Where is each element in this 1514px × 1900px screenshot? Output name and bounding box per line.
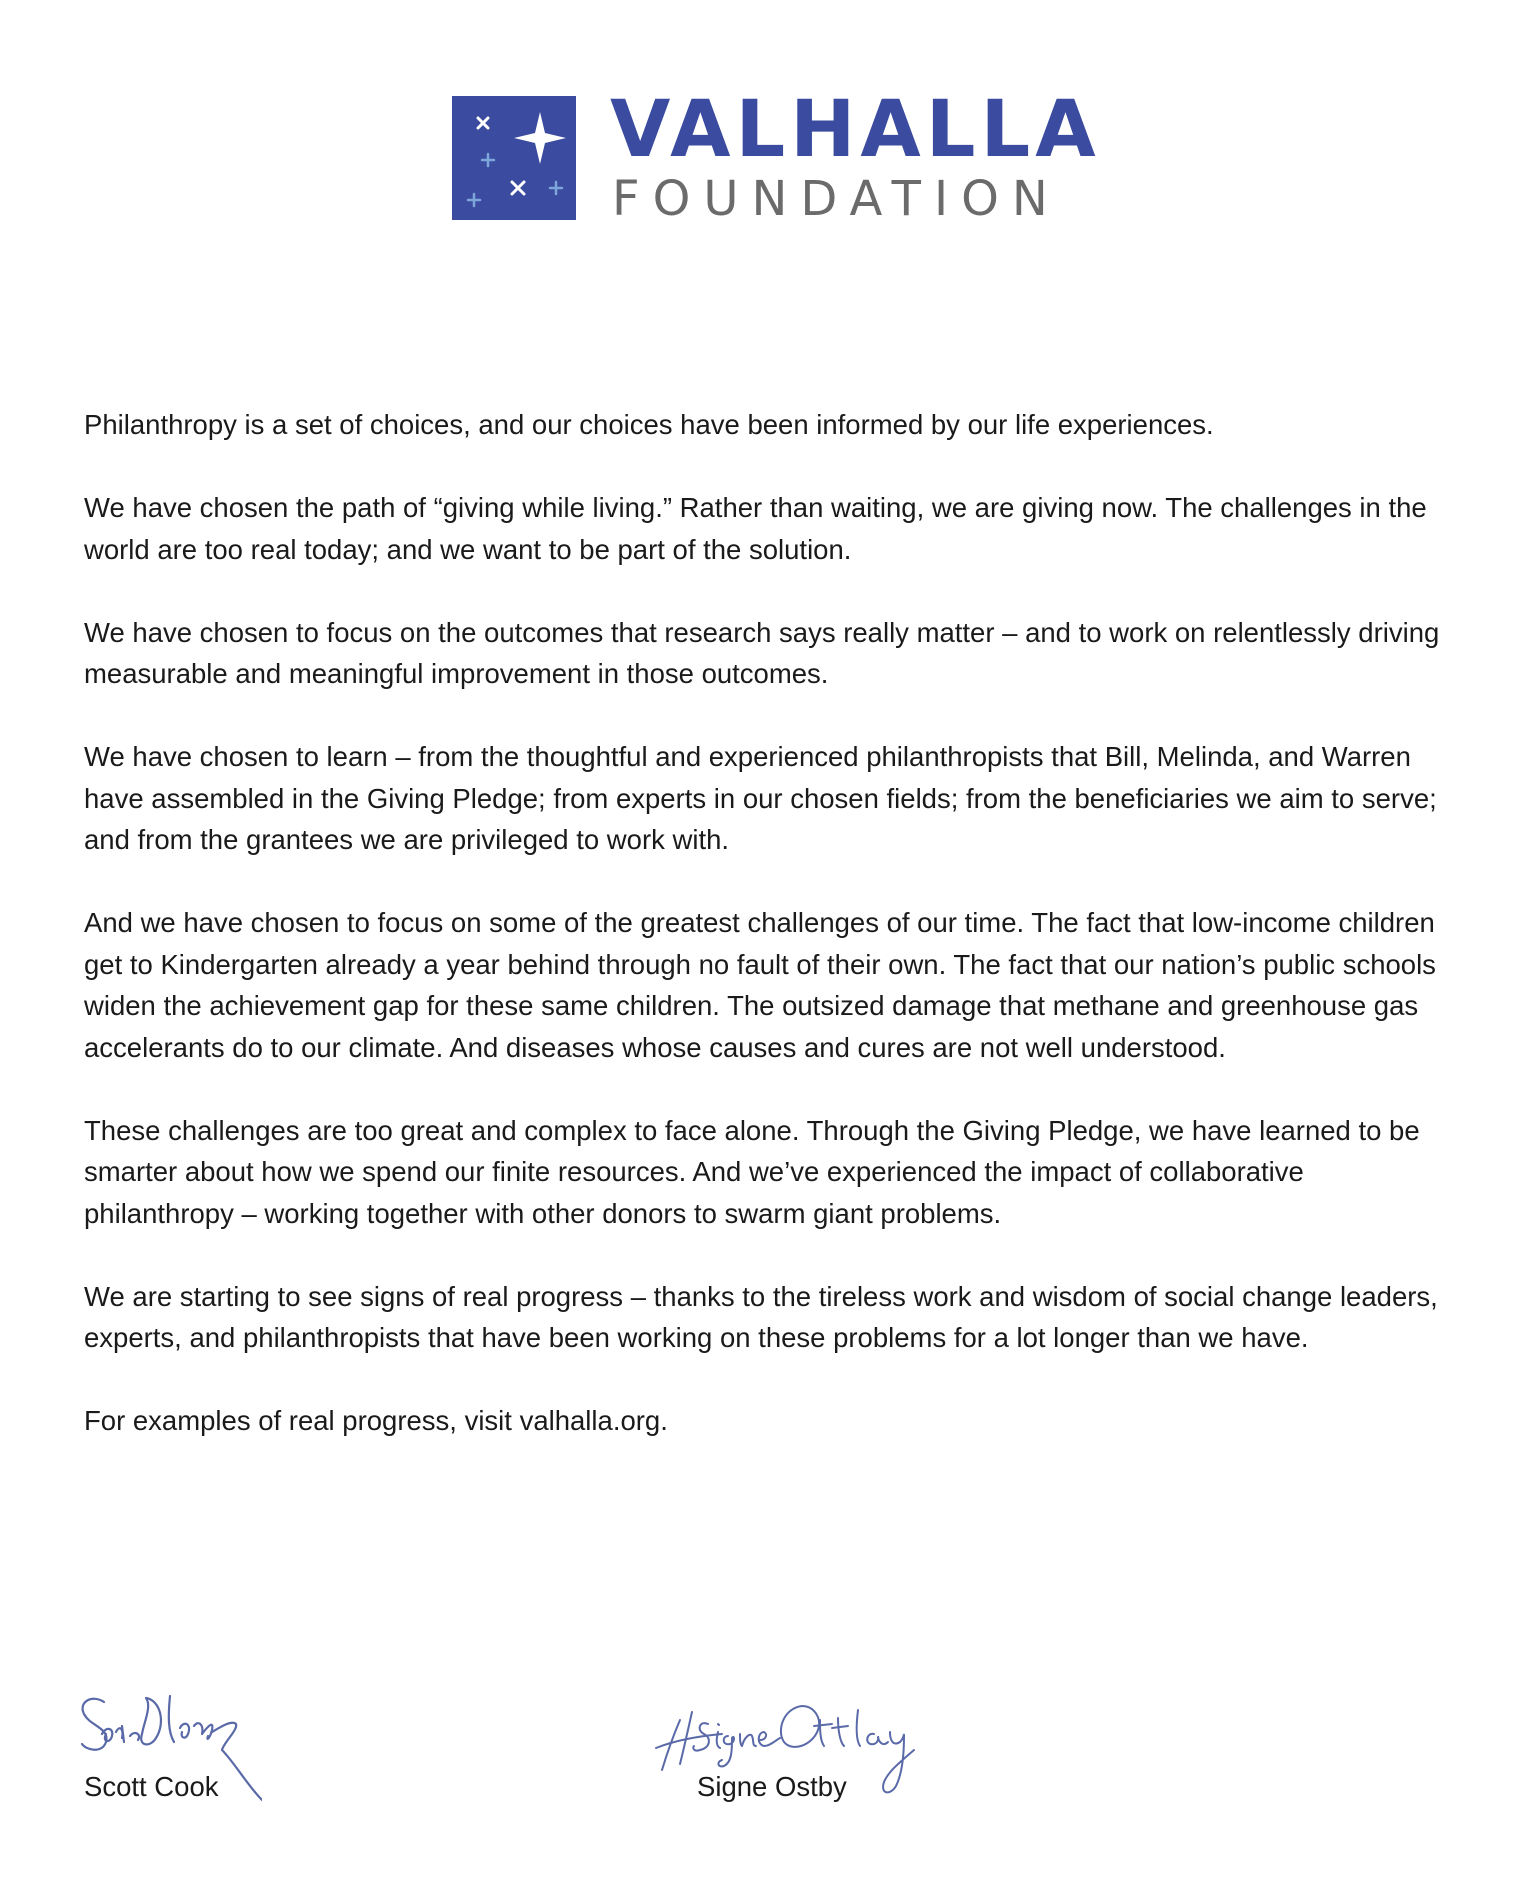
logo-subtitle: FOUNDATION bbox=[612, 171, 1061, 227]
letterhead-logo bbox=[452, 85, 1101, 227]
valhalla-star-logo-icon bbox=[452, 96, 576, 220]
signatory-name-signe-ostby: Signe Ostby bbox=[697, 1771, 847, 1802]
logo-wordmark: VALHALLA bbox=[610, 85, 1101, 175]
letter-body bbox=[84, 404, 1454, 1483]
paragraph: We are starting to see signs of real progress – thanks to the tireless work and wisdom of social change leaders, experts, and philanthropists that have been working on these problems for a lot longer than we have. bbox=[84, 1280, 1438, 1353]
paragraph: These challenges are too great and complex to face alone. Through the Giving Pledge, we have learned to be smarter about how we spend our finite resources. And we’ve experienced the impact of collaborative philanthropy – working together with other donors to swarm giant problems. bbox=[84, 1114, 1420, 1229]
paragraph: Philanthropy is a set of choices, and our choices have been informed by our life experiences. bbox=[84, 409, 1214, 440]
paragraph: For examples of real progress, visit valhalla.org. bbox=[84, 1405, 668, 1436]
paragraph: We have chosen to focus on the outcomes that research says really matter – and to work on relentlessly driving measurable and meaningful improvement in those outcomes. bbox=[84, 616, 1440, 689]
paragraph: We have chosen to learn – from the thoughtful and experienced philanthropists that Bill, Melinda, and Warren have assembled in the Giving Pledge; from experts in our chosen fields; from the beneficiaries we aim to serve; and from the grantees we are privileged to work with. bbox=[84, 741, 1437, 855]
paragraph: And we have chosen to focus on some of the greatest challenges of our time. The fact that low-income children get to Kindergarten already a year behind through no fault of their own. The fact that our nation’s public schools widen the achievement gap for these same children. The outsized damage that methane and greenhouse gas accelerants do to our climate. And diseases whose causes and cures are not well understood. bbox=[84, 907, 1436, 1063]
signatory-name-scott-cook: Scott Cook bbox=[84, 1771, 219, 1802]
paragraph: We have chosen the path of “giving while living.” Rather than waiting, we are giving now. The challenges in the world are too real today; and we want to be part of the solution. bbox=[84, 492, 1427, 565]
